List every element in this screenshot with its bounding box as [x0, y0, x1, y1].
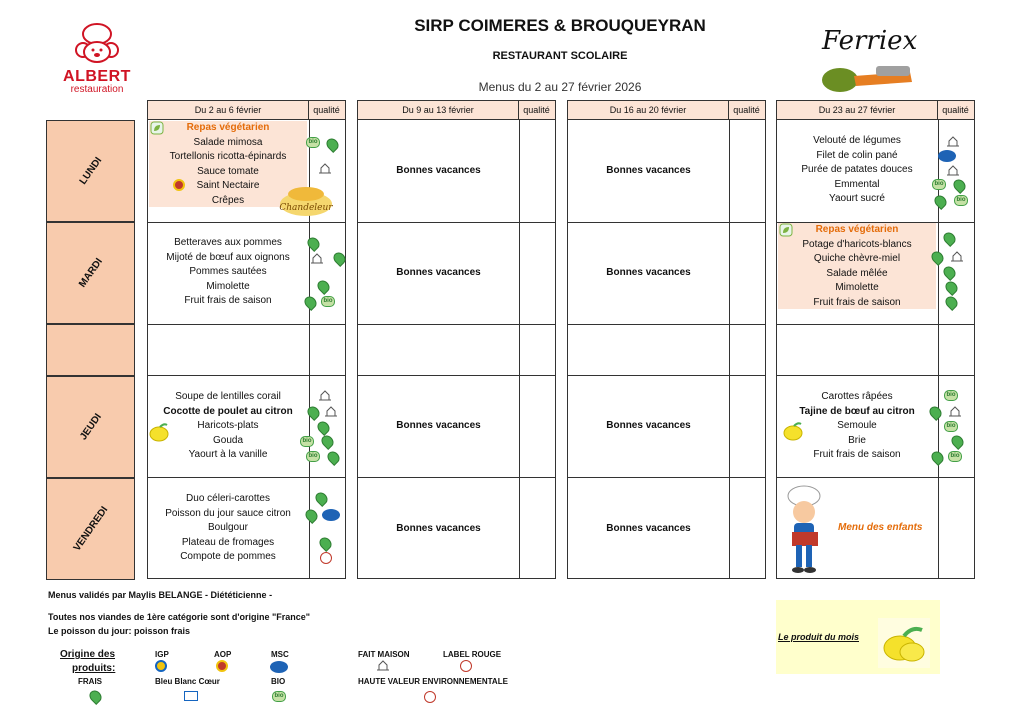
menu-item: Yaourt à la vanille	[188, 449, 268, 461]
week-3-label: Du 16 au 20 février	[568, 101, 729, 119]
menu-item: Tajine de bœuf au citron	[799, 405, 915, 417]
day-lundi: LUNDI	[46, 120, 135, 222]
ferriex-logo	[806, 16, 926, 96]
hve-label: HAUTE VALEUR ENVIRONNEMENTALE	[358, 677, 508, 686]
menu-item: Yaourt sucré	[829, 193, 885, 205]
week-3-lundi-vacances: Bonnes vacances	[606, 165, 691, 176]
hve-icon	[424, 691, 436, 703]
lemon-icon	[782, 421, 804, 441]
week-2-quality-label: qualité	[523, 105, 550, 115]
week-3-quality-label: qualité	[733, 105, 760, 115]
produit-du-mois-box	[776, 600, 940, 674]
menu-item: Velouté de légumes	[813, 135, 901, 146]
msc-icon	[270, 661, 288, 673]
fait-maison-icon	[376, 660, 390, 671]
fait-maison-icon	[946, 165, 960, 176]
menu-item: Soupe de lentilles corail	[175, 391, 281, 402]
week-2-vendredi-vacances: Bonnes vacances	[396, 523, 481, 534]
label-rouge-icon	[320, 552, 332, 564]
week-2-label: Du 9 au 13 février	[358, 101, 519, 119]
chandeleur-badge	[278, 184, 334, 218]
fait-maison-icon	[310, 253, 324, 264]
ferriex-logo-name: Ferriex	[822, 26, 918, 56]
menu-item: Mijoté de bœuf aux oignons	[166, 251, 290, 263]
bio-icon: bio	[954, 195, 968, 206]
fait-maison-icon	[946, 136, 960, 147]
menu-item: Cocotte de poulet au citron	[163, 405, 293, 417]
aop-icon	[216, 660, 228, 672]
menu-item: Potage d'haricots-blancs	[802, 238, 912, 250]
day-mardi: MARDI	[46, 222, 135, 324]
menu-item: Compote de pommes	[180, 551, 276, 563]
aop-label: AOP	[214, 650, 232, 659]
veg-title: Repas végétarien	[186, 122, 270, 133]
menu-item: Poisson du jour sauce citron	[165, 507, 291, 519]
menu-item: Fruit frais de saison	[813, 296, 901, 308]
menu-item: Fruit frais de saison	[813, 449, 901, 461]
menu-item: Haricots-plats	[197, 420, 259, 432]
aop-icon	[173, 179, 185, 191]
menu-dates: Menus du 2 au 27 février 2026	[478, 80, 642, 94]
fait-maison-icon	[948, 406, 962, 417]
chandeleur-text: Chandeleur	[279, 203, 333, 213]
week-4-lundi-menu	[778, 134, 936, 207]
week-3-jeudi-vacances: Bonnes vacances	[606, 420, 691, 431]
bio-icon: bio	[948, 451, 962, 462]
msc-icon	[938, 150, 956, 162]
vegetables-icon	[814, 62, 918, 94]
menu-item: Boulgour	[207, 522, 249, 534]
veg-title: Repas végétarien	[815, 224, 899, 235]
frais-icon	[87, 688, 104, 705]
albert-logo-name: ALBERT	[63, 68, 131, 85]
viandes-text: Toutes nos viandes de 1ère catégorie sont d'origine "France"	[48, 612, 311, 622]
label-rouge-label: LABEL ROUGE	[443, 650, 502, 659]
day-vendredi: VENDREDI	[46, 478, 135, 580]
msc-label: MSC	[271, 650, 289, 659]
week-4-mardi-menu	[778, 223, 936, 309]
bio-label: BIO	[271, 677, 286, 686]
menu-item: Quiche chèvre-miel	[813, 253, 901, 265]
week-1-quality-label: qualité	[313, 105, 340, 115]
page-subtitle: RESTAURANT SCOLAIRE	[492, 50, 628, 62]
lemon-icon	[878, 618, 930, 668]
bio-icon: bio	[321, 296, 335, 307]
week-1-label: Du 2 au 6 février	[148, 101, 309, 119]
week-1-mardi-menu	[149, 236, 307, 309]
menu-item: Sauce tomate	[197, 165, 259, 177]
week-4-label: Du 23 au 27 février	[777, 101, 938, 119]
page-title: SIRP COIMERES & BROUQUEYRAN	[414, 16, 706, 35]
fait-maison-icon	[318, 163, 332, 174]
menu-item: Gouda	[212, 434, 244, 446]
frais-label: FRAIS	[78, 677, 102, 686]
week-2-jeudi-vacances: Bonnes vacances	[396, 420, 481, 431]
week-2-mardi-vacances: Bonnes vacances	[396, 267, 481, 278]
bio-icon: bio	[300, 436, 314, 447]
poisson-text: Le poisson du jour: poisson frais	[48, 626, 191, 636]
msc-icon	[322, 509, 340, 521]
bio-icon: bio	[306, 451, 320, 462]
origine-title-2: produits:	[72, 663, 116, 674]
produit-du-mois-label: Le produit du mois	[778, 632, 859, 642]
child-chef-icon	[778, 484, 832, 574]
week-4-quality-label: qualité	[942, 105, 969, 115]
menu-item: Duo céleri-carottes	[186, 493, 270, 504]
origine-title-1: Origine des	[60, 649, 116, 660]
menu-item: Plateau de fromages	[181, 536, 275, 548]
day-mercredi-empty	[46, 324, 135, 376]
fait-maison-label: FAIT MAISON	[358, 650, 410, 659]
menu-item: Emmental	[834, 178, 880, 190]
fait-maison-icon	[324, 406, 338, 417]
week-1-jeudi-menu	[149, 390, 307, 463]
menu-item: Filet de colin pané	[816, 149, 898, 161]
menu-item: Fruit frais de saison	[184, 295, 272, 307]
fait-maison-icon	[950, 251, 964, 262]
day-jeudi: JEUDI	[46, 376, 135, 478]
menu-item: Salade mêlée	[826, 267, 888, 279]
validated-text: Menus validés par Maylis BELANGE - Diététicienne -	[48, 590, 273, 600]
igp-icon	[155, 660, 167, 672]
menu-item: Purée de patates douces	[801, 164, 913, 176]
bbc-label: Bleu Blanc Cœur	[155, 677, 220, 686]
bio-icon: bio	[272, 691, 286, 702]
label-rouge-icon	[460, 660, 472, 672]
vegetarian-icon	[779, 223, 793, 237]
menu-item: Semoule	[837, 420, 877, 432]
bio-icon: bio	[944, 421, 958, 432]
menu-item: Betteraves aux pommes	[174, 237, 282, 248]
week-1-vendredi-menu	[149, 492, 307, 565]
fait-maison-icon	[318, 390, 332, 401]
menu-item: Brie	[848, 434, 866, 446]
menu-item: Salade mimosa	[193, 136, 263, 148]
menu-item: Crêpes	[211, 194, 245, 206]
menu-item: Mimolette	[835, 282, 879, 294]
vegetarian-icon	[150, 121, 164, 135]
bio-icon: bio	[306, 137, 320, 148]
bio-icon: bio	[944, 390, 958, 401]
menu-enfants-label: Menu des enfants	[838, 522, 923, 533]
bio-icon: bio	[932, 179, 946, 190]
albert-logo-sub: restauration	[70, 84, 124, 95]
week-2-lundi-vacances: Bonnes vacances	[396, 165, 481, 176]
chef-logo-icon	[72, 22, 122, 64]
week-3-mardi-vacances: Bonnes vacances	[606, 267, 691, 278]
menu-item: Carottes râpées	[821, 391, 893, 402]
menu-item: Tortellonis ricotta-épinards	[169, 151, 287, 163]
week-3-vendredi-vacances: Bonnes vacances	[606, 523, 691, 534]
menu-item: Saint Nectaire	[196, 180, 260, 192]
albert-logo	[58, 22, 136, 98]
menu-item: Pommes sautées	[189, 266, 267, 278]
igp-label: IGP	[155, 650, 169, 659]
bleu-blanc-coeur-icon	[184, 691, 198, 701]
menu-item: Mimolette	[206, 280, 250, 292]
lemon-icon	[148, 422, 170, 442]
